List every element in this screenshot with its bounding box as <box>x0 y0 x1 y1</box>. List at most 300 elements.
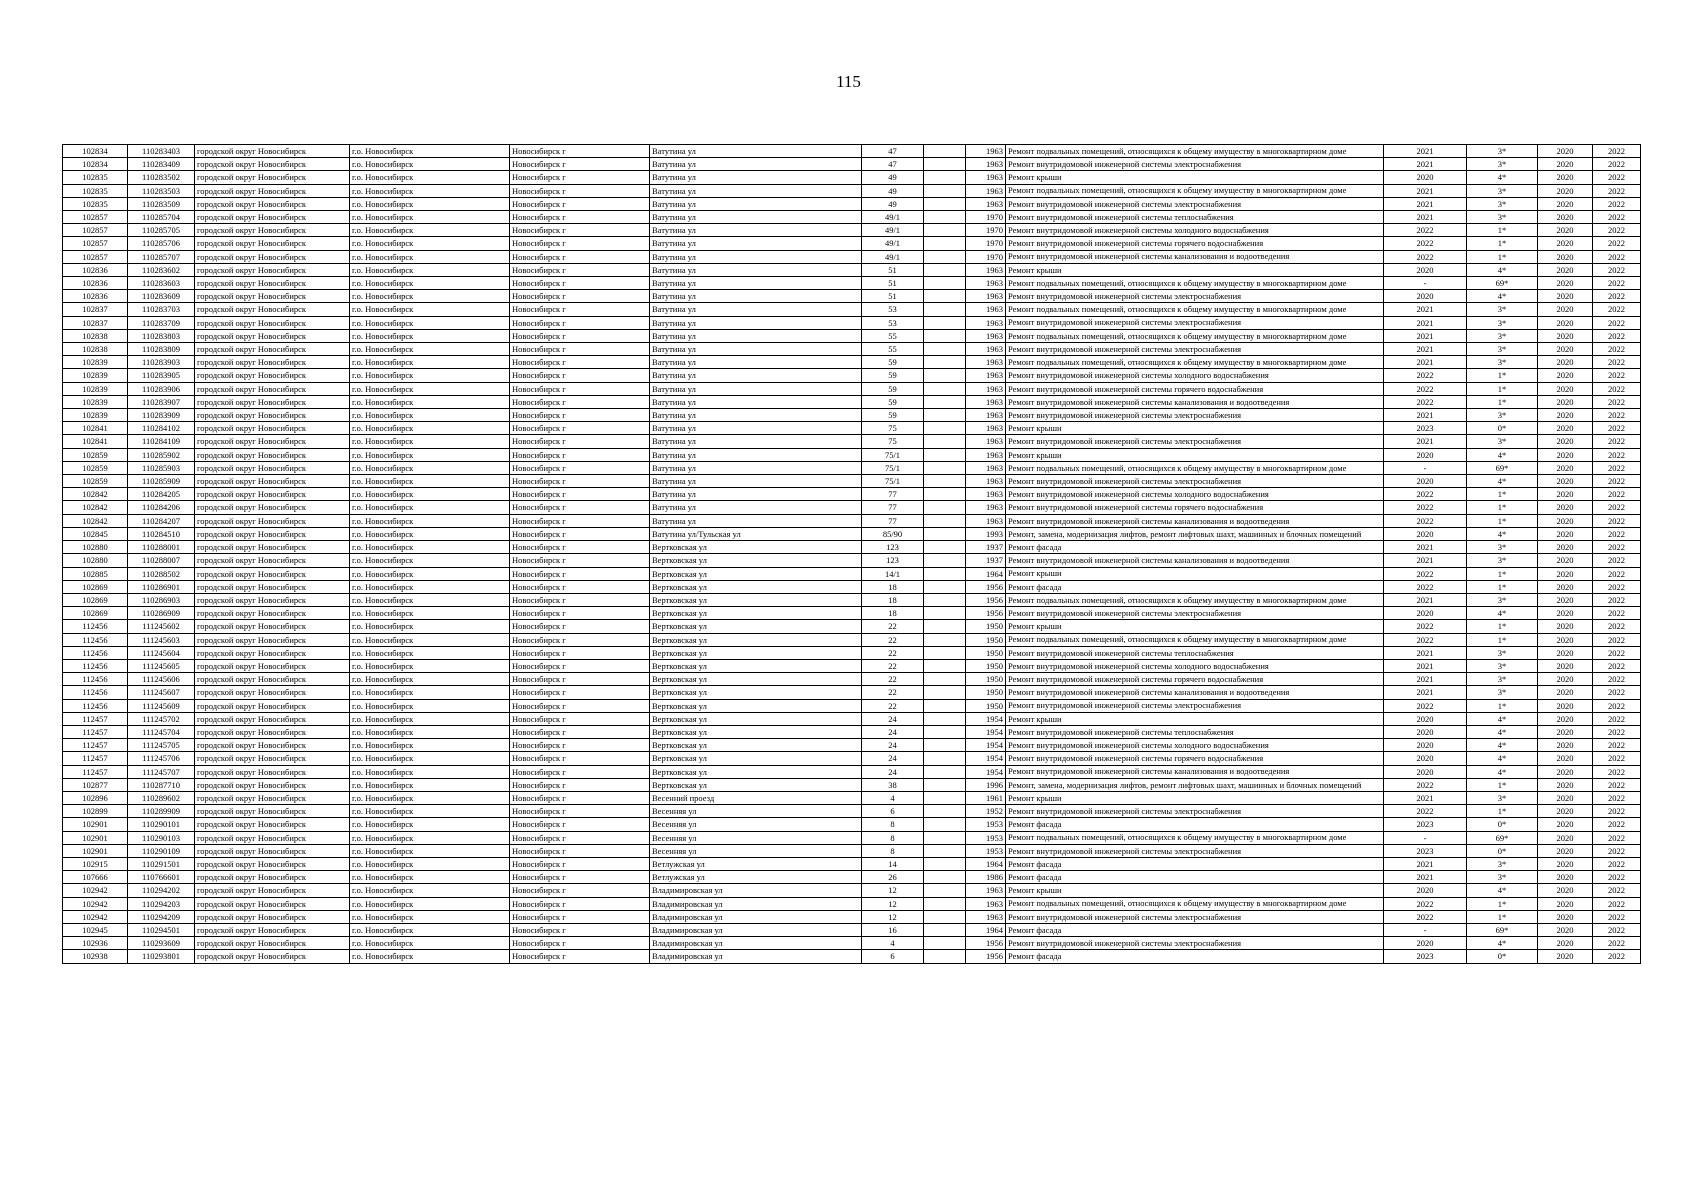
row-street: Вертковская ул <box>650 567 862 580</box>
row-district: городской округ Новосибирск <box>195 871 350 884</box>
row-id: 102877 <box>63 778 128 791</box>
row-end-year: 2022 <box>1593 580 1641 593</box>
row-work: Ремонт внутридомовой инженерной системы электроснабжения <box>1006 343 1384 356</box>
row-district: городской округ Новосибирск <box>195 778 350 791</box>
table-row <box>63 395 1641 408</box>
row-extra <box>924 884 966 897</box>
row-house: 24 <box>862 725 924 738</box>
row-street: Вертковская ул <box>650 752 862 765</box>
row-work: Ремонт крыши <box>1006 422 1384 435</box>
row-id: 102838 <box>63 329 128 342</box>
row-plan-year: 2022 <box>1384 369 1467 382</box>
row-plan-year: 2023 <box>1384 818 1467 831</box>
row-plan-year: - <box>1384 461 1467 474</box>
row-start-year: 2020 <box>1538 725 1593 738</box>
row-start-year: 2020 <box>1538 818 1593 831</box>
row-street: Вертковская ул <box>650 620 862 633</box>
row-city: Новосибирск г <box>510 343 650 356</box>
row-house: 22 <box>862 620 924 633</box>
row-end-year: 2022 <box>1593 475 1641 488</box>
row-city: Новосибирск г <box>510 171 650 184</box>
table-row <box>63 488 1641 501</box>
row-municipality: г.о. Новосибирск <box>350 659 510 672</box>
row-house: 51 <box>862 290 924 303</box>
row-work: Ремонт внутридомовой инженерной системы канализования и водоотведения <box>1006 395 1384 408</box>
row-year: 1954 <box>966 765 1006 778</box>
row-priority: 69* <box>1467 277 1538 290</box>
row-district: городской округ Новосибирск <box>195 844 350 857</box>
row-end-year: 2022 <box>1593 910 1641 923</box>
row-code: 110286909 <box>128 607 195 620</box>
row-street: Весенний проезд <box>650 791 862 804</box>
row-start-year: 2020 <box>1538 488 1593 501</box>
row-street: Ветлужская ул <box>650 857 862 870</box>
row-municipality: г.о. Новосибирск <box>350 699 510 712</box>
row-id: 112457 <box>63 765 128 778</box>
row-end-year: 2022 <box>1593 369 1641 382</box>
row-id: 102841 <box>63 435 128 448</box>
row-priority: 4* <box>1467 171 1538 184</box>
row-end-year: 2022 <box>1593 277 1641 290</box>
row-code: 110285902 <box>128 448 195 461</box>
row-district: городской округ Новосибирск <box>195 290 350 303</box>
row-priority: 0* <box>1467 818 1538 831</box>
row-end-year: 2022 <box>1593 303 1641 316</box>
row-priority: 3* <box>1467 791 1538 804</box>
row-extra <box>924 791 966 804</box>
row-priority: 69* <box>1467 461 1538 474</box>
row-end-year: 2022 <box>1593 514 1641 527</box>
row-house: 59 <box>862 382 924 395</box>
row-priority: 4* <box>1467 712 1538 725</box>
row-city: Новосибирск г <box>510 277 650 290</box>
row-code: 110283409 <box>128 158 195 171</box>
row-code: 110283403 <box>128 145 195 158</box>
row-id: 102839 <box>63 356 128 369</box>
row-work: Ремонт подвальных помещений, относящихся к общему имуществу в многоквартирном доме <box>1006 633 1384 646</box>
row-priority: 0* <box>1467 950 1538 963</box>
row-plan-year: 2020 <box>1384 937 1467 950</box>
row-id: 102835 <box>63 184 128 197</box>
row-work: Ремонт подвальных помещений, относящихся к общему имуществу в многоквартирном доме <box>1006 329 1384 342</box>
row-end-year: 2022 <box>1593 712 1641 725</box>
row-end-year: 2022 <box>1593 765 1641 778</box>
row-extra <box>924 633 966 646</box>
row-city: Новосибирск г <box>510 369 650 382</box>
row-house: 59 <box>862 369 924 382</box>
row-year: 1953 <box>966 831 1006 844</box>
row-year: 1963 <box>966 461 1006 474</box>
row-city: Новосибирск г <box>510 607 650 620</box>
table-row <box>63 356 1641 369</box>
row-house: 8 <box>862 831 924 844</box>
row-priority: 3* <box>1467 409 1538 422</box>
row-year: 1963 <box>966 395 1006 408</box>
row-end-year: 2022 <box>1593 422 1641 435</box>
row-plan-year: 2022 <box>1384 382 1467 395</box>
row-code: 110283905 <box>128 369 195 382</box>
row-plan-year: 2021 <box>1384 145 1467 158</box>
row-end-year: 2022 <box>1593 158 1641 171</box>
row-priority: 1* <box>1467 567 1538 580</box>
row-extra <box>924 646 966 659</box>
row-work: Ремонт крыши <box>1006 263 1384 276</box>
row-street: Владимировская ул <box>650 937 862 950</box>
row-street: Ватутина ул <box>650 382 862 395</box>
row-plan-year: 2022 <box>1384 897 1467 910</box>
row-plan-year: 2022 <box>1384 514 1467 527</box>
row-extra <box>924 422 966 435</box>
row-priority: 1* <box>1467 395 1538 408</box>
row-plan-year: 2022 <box>1384 633 1467 646</box>
row-end-year: 2022 <box>1593 620 1641 633</box>
table-row <box>63 277 1641 290</box>
row-extra <box>924 197 966 210</box>
row-extra <box>924 673 966 686</box>
row-end-year: 2022 <box>1593 461 1641 474</box>
row-district: городской округ Новосибирск <box>195 910 350 923</box>
row-priority: 4* <box>1467 752 1538 765</box>
row-extra <box>924 607 966 620</box>
row-city: Новосибирск г <box>510 224 650 237</box>
row-start-year: 2020 <box>1538 316 1593 329</box>
row-work: Ремонт внутридомовой инженерной системы холодного водоснабжения <box>1006 659 1384 672</box>
row-year: 1963 <box>966 910 1006 923</box>
row-house: 14 <box>862 857 924 870</box>
row-municipality: г.о. Новосибирск <box>350 263 510 276</box>
row-extra <box>924 171 966 184</box>
row-year: 1996 <box>966 778 1006 791</box>
row-municipality: г.о. Новосибирск <box>350 488 510 501</box>
row-work: Ремонт, замена, модернизация лифтов, ремонт лифтовых шахт, машинных и блочных помещений <box>1006 527 1384 540</box>
row-street: Вертковская ул <box>650 725 862 738</box>
row-year: 1956 <box>966 607 1006 620</box>
row-id: 102942 <box>63 910 128 923</box>
row-work: Ремонт внутридомовой инженерной системы холодного водоснабжения <box>1006 224 1384 237</box>
row-municipality: г.о. Новосибирск <box>350 290 510 303</box>
row-id: 102857 <box>63 224 128 237</box>
row-street: Вертковская ул <box>650 739 862 752</box>
table-row <box>63 461 1641 474</box>
row-code: 111245607 <box>128 686 195 699</box>
row-municipality: г.о. Новосибирск <box>350 910 510 923</box>
row-district: городской округ Новосибирск <box>195 593 350 606</box>
row-municipality: г.о. Новосибирск <box>350 844 510 857</box>
row-work: Ремонт внутридомовой инженерной системы канализования и водоотведения <box>1006 686 1384 699</box>
row-work: Ремонт подвальных помещений, относящихся к общему имуществу в многоквартирном доме <box>1006 277 1384 290</box>
row-code: 111245702 <box>128 712 195 725</box>
row-priority: 4* <box>1467 527 1538 540</box>
row-priority: 3* <box>1467 356 1538 369</box>
row-year: 1963 <box>966 158 1006 171</box>
row-start-year: 2020 <box>1538 224 1593 237</box>
table-row <box>63 158 1641 171</box>
row-work: Ремонт внутридомовой инженерной системы теплоснабжения <box>1006 646 1384 659</box>
row-district: городской округ Новосибирск <box>195 303 350 316</box>
row-house: 8 <box>862 818 924 831</box>
table-row <box>63 329 1641 342</box>
row-district: городской округ Новосибирск <box>195 633 350 646</box>
row-id: 102869 <box>63 593 128 606</box>
row-code: 111245606 <box>128 673 195 686</box>
row-plan-year: 2022 <box>1384 699 1467 712</box>
row-house: 123 <box>862 554 924 567</box>
row-plan-year: 2021 <box>1384 158 1467 171</box>
row-municipality: г.о. Новосибирск <box>350 607 510 620</box>
row-city: Новосибирск г <box>510 857 650 870</box>
row-start-year: 2020 <box>1538 857 1593 870</box>
row-work: Ремонт подвальных помещений, относящихся к общему имуществу в многоквартирном доме <box>1006 145 1384 158</box>
row-street: Ватутина ул <box>650 409 862 422</box>
row-start-year: 2020 <box>1538 356 1593 369</box>
row-city: Новосибирск г <box>510 461 650 474</box>
row-plan-year: 2020 <box>1384 739 1467 752</box>
row-street: Владимировская ул <box>650 897 862 910</box>
row-id: 112457 <box>63 739 128 752</box>
row-plan-year: 2022 <box>1384 237 1467 250</box>
row-year: 1963 <box>966 475 1006 488</box>
row-street: Ватутина ул <box>650 303 862 316</box>
row-year: 1963 <box>966 884 1006 897</box>
row-id: 112456 <box>63 620 128 633</box>
row-work: Ремонт внутридомовой инженерной системы холодного водоснабжения <box>1006 369 1384 382</box>
row-start-year: 2020 <box>1538 211 1593 224</box>
row-city: Новосибирск г <box>510 435 650 448</box>
row-priority: 3* <box>1467 145 1538 158</box>
row-code: 111245602 <box>128 620 195 633</box>
row-start-year: 2020 <box>1538 805 1593 818</box>
row-plan-year: 2022 <box>1384 910 1467 923</box>
row-code: 110283602 <box>128 263 195 276</box>
row-district: городской округ Новосибирск <box>195 501 350 514</box>
row-start-year: 2020 <box>1538 607 1593 620</box>
row-district: городской округ Новосибирск <box>195 620 350 633</box>
row-start-year: 2020 <box>1538 422 1593 435</box>
row-start-year: 2020 <box>1538 752 1593 765</box>
row-start-year: 2020 <box>1538 673 1593 686</box>
row-id: 112456 <box>63 686 128 699</box>
row-house: 38 <box>862 778 924 791</box>
row-street: Ватутина ул <box>650 448 862 461</box>
row-end-year: 2022 <box>1593 752 1641 765</box>
row-house: 51 <box>862 277 924 290</box>
row-extra <box>924 250 966 263</box>
row-city: Новосибирск г <box>510 923 650 936</box>
table-row <box>63 263 1641 276</box>
row-plan-year: 2021 <box>1384 871 1467 884</box>
table-row <box>63 237 1641 250</box>
row-plan-year: 2021 <box>1384 329 1467 342</box>
row-end-year: 2022 <box>1593 554 1641 567</box>
table-row <box>63 567 1641 580</box>
row-year: 1963 <box>966 290 1006 303</box>
row-house: 59 <box>862 395 924 408</box>
row-code: 111245707 <box>128 765 195 778</box>
row-end-year: 2022 <box>1593 263 1641 276</box>
row-priority: 69* <box>1467 923 1538 936</box>
row-priority: 3* <box>1467 593 1538 606</box>
row-street: Ватутина ул/Тульская ул <box>650 527 862 540</box>
row-city: Новосибирск г <box>510 409 650 422</box>
row-district: городской округ Новосибирск <box>195 277 350 290</box>
row-extra <box>924 145 966 158</box>
row-code: 110294501 <box>128 923 195 936</box>
row-id: 102838 <box>63 343 128 356</box>
row-start-year: 2020 <box>1538 950 1593 963</box>
row-priority: 0* <box>1467 844 1538 857</box>
table-row <box>63 290 1641 303</box>
row-code: 110283609 <box>128 290 195 303</box>
row-district: городской округ Новосибирск <box>195 184 350 197</box>
row-plan-year: 2020 <box>1384 527 1467 540</box>
row-work: Ремонт внутридомовой инженерной системы канализования и водоотведения <box>1006 250 1384 263</box>
row-house: 75/1 <box>862 475 924 488</box>
row-year: 1961 <box>966 791 1006 804</box>
row-start-year: 2020 <box>1538 329 1593 342</box>
row-id: 102859 <box>63 448 128 461</box>
row-plan-year: 2021 <box>1384 686 1467 699</box>
row-district: городской округ Новосибирск <box>195 488 350 501</box>
row-city: Новосибирск г <box>510 488 650 501</box>
row-municipality: г.о. Новосибирск <box>350 409 510 422</box>
row-municipality: г.о. Новосибирск <box>350 527 510 540</box>
row-city: Новосибирск г <box>510 844 650 857</box>
row-city: Новосибирск г <box>510 475 650 488</box>
row-street: Вертковская ул <box>650 541 862 554</box>
row-house: 77 <box>862 488 924 501</box>
table-row <box>63 831 1641 844</box>
row-extra <box>924 752 966 765</box>
row-district: городской округ Новосибирск <box>195 145 350 158</box>
row-city: Новосибирск г <box>510 395 650 408</box>
row-district: городской округ Новосибирск <box>195 805 350 818</box>
row-id: 102869 <box>63 607 128 620</box>
table-row <box>63 514 1641 527</box>
row-work: Ремонт подвальных помещений, относящихся к общему имуществу в многоквартирном доме <box>1006 303 1384 316</box>
row-street: Вертковская ул <box>650 765 862 778</box>
row-district: городской округ Новосибирск <box>195 343 350 356</box>
row-house: 47 <box>862 158 924 171</box>
row-district: городской округ Новосибирск <box>195 765 350 778</box>
row-extra <box>924 554 966 567</box>
row-priority: 3* <box>1467 686 1538 699</box>
row-id: 112456 <box>63 659 128 672</box>
table-row <box>63 884 1641 897</box>
row-priority: 3* <box>1467 554 1538 567</box>
row-id: 102834 <box>63 158 128 171</box>
row-district: городской округ Новосибирск <box>195 541 350 554</box>
row-municipality: г.о. Новосибирск <box>350 739 510 752</box>
row-start-year: 2020 <box>1538 884 1593 897</box>
row-code: 110288007 <box>128 554 195 567</box>
row-district: городской округ Новосибирск <box>195 857 350 870</box>
row-start-year: 2020 <box>1538 791 1593 804</box>
row-district: городской округ Новосибирск <box>195 475 350 488</box>
row-priority: 1* <box>1467 501 1538 514</box>
row-municipality: г.о. Новосибирск <box>350 158 510 171</box>
row-plan-year: 2022 <box>1384 778 1467 791</box>
row-work: Ремонт внутридомовой инженерной системы электроснабжения <box>1006 158 1384 171</box>
row-house: 22 <box>862 686 924 699</box>
row-work: Ремонт, замена, модернизация лифтов, ремонт лифтовых шахт, машинных и блочных помещений <box>1006 778 1384 791</box>
row-municipality: г.о. Новосибирск <box>350 831 510 844</box>
row-start-year: 2020 <box>1538 303 1593 316</box>
row-municipality: г.о. Новосибирск <box>350 950 510 963</box>
row-end-year: 2022 <box>1593 197 1641 210</box>
row-municipality: г.о. Новосибирск <box>350 725 510 738</box>
row-work: Ремонт внутридомовой инженерной системы электроснабжения <box>1006 316 1384 329</box>
row-year: 1950 <box>966 699 1006 712</box>
row-street: Весенняя ул <box>650 844 862 857</box>
row-year: 1970 <box>966 237 1006 250</box>
row-year: 1956 <box>966 593 1006 606</box>
row-code: 111245705 <box>128 739 195 752</box>
row-city: Новосибирск г <box>510 897 650 910</box>
row-street: Ватутина ул <box>650 488 862 501</box>
row-street: Вертковская ул <box>650 580 862 593</box>
table-row <box>63 593 1641 606</box>
row-start-year: 2020 <box>1538 514 1593 527</box>
row-plan-year: 2022 <box>1384 395 1467 408</box>
row-plan-year: 2022 <box>1384 805 1467 818</box>
row-year: 1954 <box>966 739 1006 752</box>
row-year: 1963 <box>966 316 1006 329</box>
row-extra <box>924 435 966 448</box>
row-priority: 4* <box>1467 607 1538 620</box>
row-start-year: 2020 <box>1538 937 1593 950</box>
row-priority: 1* <box>1467 910 1538 923</box>
row-work: Ремонт внутридомовой инженерной системы теплоснабжения <box>1006 725 1384 738</box>
row-year: 1956 <box>966 937 1006 950</box>
row-code: 110287710 <box>128 778 195 791</box>
row-work: Ремонт подвальных помещений, относящихся к общему имуществу в многоквартирном доме <box>1006 461 1384 474</box>
row-plan-year: 2023 <box>1384 950 1467 963</box>
row-year: 1963 <box>966 263 1006 276</box>
row-city: Новосибирск г <box>510 541 650 554</box>
row-plan-year: 2021 <box>1384 409 1467 422</box>
row-priority: 3* <box>1467 871 1538 884</box>
row-work: Ремонт фасада <box>1006 580 1384 593</box>
row-start-year: 2020 <box>1538 237 1593 250</box>
row-municipality: г.о. Новосибирск <box>350 514 510 527</box>
row-end-year: 2022 <box>1593 343 1641 356</box>
row-id: 102835 <box>63 171 128 184</box>
row-id: 102880 <box>63 554 128 567</box>
row-street: Ватутина ул <box>650 250 862 263</box>
row-house: 75/1 <box>862 461 924 474</box>
row-municipality: г.о. Новосибирск <box>350 778 510 791</box>
row-work: Ремонт крыши <box>1006 567 1384 580</box>
table-row <box>63 303 1641 316</box>
row-id: 102836 <box>63 263 128 276</box>
row-extra <box>924 818 966 831</box>
row-street: Ватутина ул <box>650 290 862 303</box>
row-plan-year: 2020 <box>1384 448 1467 461</box>
row-extra <box>924 488 966 501</box>
row-municipality: г.о. Новосибирск <box>350 593 510 606</box>
row-year: 1963 <box>966 197 1006 210</box>
table-row <box>63 197 1641 210</box>
row-municipality: г.о. Новосибирск <box>350 184 510 197</box>
row-extra <box>924 290 966 303</box>
row-district: городской округ Новосибирск <box>195 250 350 263</box>
row-start-year: 2020 <box>1538 765 1593 778</box>
table-row <box>63 659 1641 672</box>
row-city: Новосибирск г <box>510 580 650 593</box>
row-city: Новосибирск г <box>510 316 650 329</box>
row-extra <box>924 686 966 699</box>
row-city: Новосибирск г <box>510 620 650 633</box>
